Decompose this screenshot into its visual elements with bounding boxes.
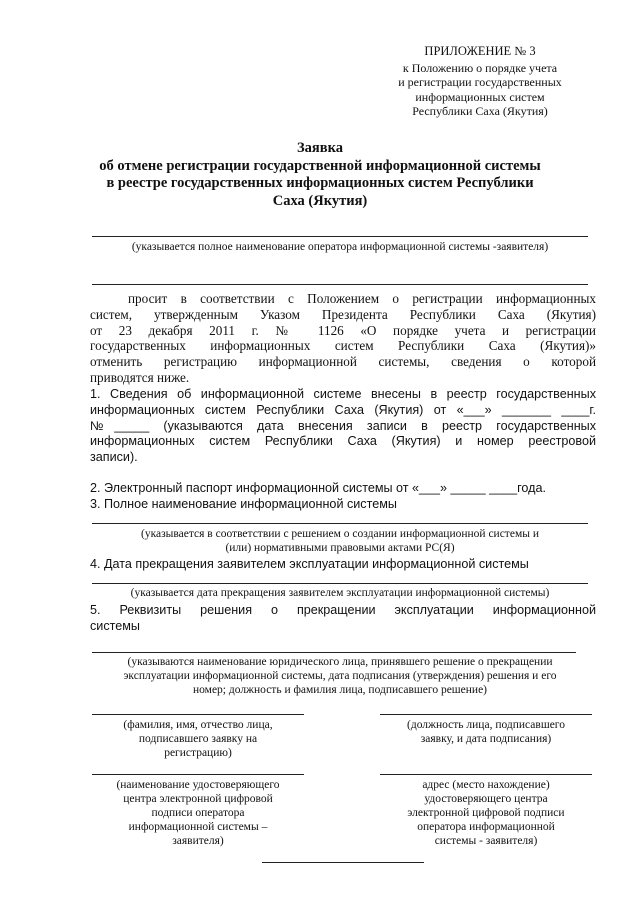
caption-line: электронной цифровой подписи: [407, 807, 565, 819]
paragraph-line: от 23 декабря 2011 г. № 1126 «О порядке учета и регистрации: [90, 322, 596, 338]
appendix-heading: ПРИЛОЖЕНИЕ № 3: [424, 44, 536, 58]
title-line: в реестре государственных информационных систем Республики: [106, 175, 534, 191]
paragraph-line: государственных информационных систем Республики Саха (Якутия)»: [90, 338, 596, 354]
signer-name-caption: [92, 718, 304, 760]
appendix-line: к Положению о порядке учета: [402, 60, 558, 75]
paragraph-line: просит в соответствии с Положением о регистрации информационных: [128, 291, 596, 306]
caption-line: оператора информационной: [417, 821, 555, 833]
signer-position-line[interactable]: [380, 714, 592, 715]
paragraph-line: 5. Реквизиты решения о прекращении эксплуатации информационной: [90, 603, 596, 617]
paragraph-line: приводятся ниже.: [90, 369, 190, 385]
item-2: [90, 481, 596, 497]
applicant-name-line[interactable]: [92, 236, 588, 237]
applicant-name-line-2[interactable]: [92, 284, 588, 285]
certification-address-caption: [380, 778, 592, 848]
paragraph-line: 3. Полное наименование информационной системы: [90, 497, 397, 511]
item-4-caption: (указывается дата прекращения заявителем эксплуатации информационной системы): [130, 587, 550, 599]
certification-center-line[interactable]: [92, 774, 304, 775]
caption-line: эксплуатации информационной системы, дата подписания (утверждения) решения и его: [123, 670, 557, 682]
caption-line: (указывается в соответствии с решением о создании информационной системы и: [141, 528, 539, 540]
system-name-line[interactable]: [92, 523, 588, 524]
item-5: [90, 603, 596, 635]
appendix-block: [380, 44, 580, 119]
footer-separator: [262, 862, 424, 863]
document-title: [90, 140, 550, 210]
caption-line: (или) нормативными правовыми актами РС(Я): [225, 542, 455, 554]
caption-line: адрес (место нахождение): [422, 779, 550, 791]
certification-center-caption: [92, 778, 304, 848]
item-4: [90, 557, 596, 573]
paragraph-line: 2. Электронный паспорт информационной системы от «___» _____ ____года.: [90, 481, 546, 495]
caption-line: подписавшего заявку на: [138, 733, 258, 745]
signer-name-line[interactable]: [92, 714, 304, 715]
paragraph-line: записи).: [90, 450, 138, 465]
caption-line: заявку, и дата подписания): [420, 733, 552, 745]
caption-line: (фамилия, имя, отчество лица,: [123, 719, 273, 731]
paragraph-line: информационных систем Республики Саха (Якутия) от «___» _______ ____г.: [90, 402, 596, 417]
paragraph-line: 4. Дата прекращения заявителем эксплуатации информационной системы: [90, 557, 529, 571]
title-line: Саха (Якутия): [272, 192, 368, 209]
caption-line: информационной системы –: [128, 821, 268, 833]
item-5-caption: [80, 655, 600, 697]
caption-line: удостоверяющего центра: [424, 793, 548, 805]
paragraph-line: систем, утвержденным Указом Президента Республики Саха (Якутия): [90, 306, 596, 322]
caption-line: системы - заявителя): [434, 835, 538, 847]
title-line: об отмене регистрации государственной информационной системы: [99, 157, 541, 174]
paragraph-line: 1. Сведения об информационной системе внесены в реестр государственных: [90, 387, 596, 401]
appendix-line: информационных систем: [415, 89, 545, 104]
paragraph-line: системы: [90, 618, 140, 633]
caption-line: центра электронной цифровой: [123, 793, 273, 805]
decision-details-line[interactable]: [92, 652, 576, 653]
request-paragraph: [90, 291, 596, 386]
appendix-line: и регистрации государственных: [398, 75, 562, 89]
caption-line: регистрацию): [164, 747, 232, 759]
caption-line: подписи оператора: [151, 807, 245, 819]
termination-date-line[interactable]: [92, 583, 588, 584]
signer-position-caption: [380, 718, 592, 746]
caption-line: номер; должность и фамилия лица, подписавшего решение): [192, 684, 488, 696]
caption-line: (должность лица, подписавшего: [407, 719, 565, 731]
item-3-caption: [90, 527, 590, 555]
paragraph-line: отменить регистрацию информационной системы, сведения о которой: [90, 354, 596, 370]
caption-line: (наименование удостоверяющего: [116, 779, 280, 791]
paragraph-line: №_____ (указываются дата внесения записи в реестр государственных: [90, 418, 596, 433]
caption-line: (указываются наименование юридического лица, принявшего решение о прекращении: [127, 656, 553, 668]
item-3: [90, 497, 596, 513]
appendix-line: Республики Саха (Якутия): [412, 104, 548, 118]
item-1: [90, 387, 596, 466]
paragraph-line: информационных систем Республики Саха (Якутия) и номер реестровой: [90, 434, 596, 449]
certification-address-line[interactable]: [380, 774, 592, 775]
title-word: Заявка: [297, 140, 343, 156]
caption-line: заявителя): [172, 835, 224, 847]
applicant-caption: (указывается полное наименование оператора информационной системы -заявителя): [131, 241, 549, 253]
